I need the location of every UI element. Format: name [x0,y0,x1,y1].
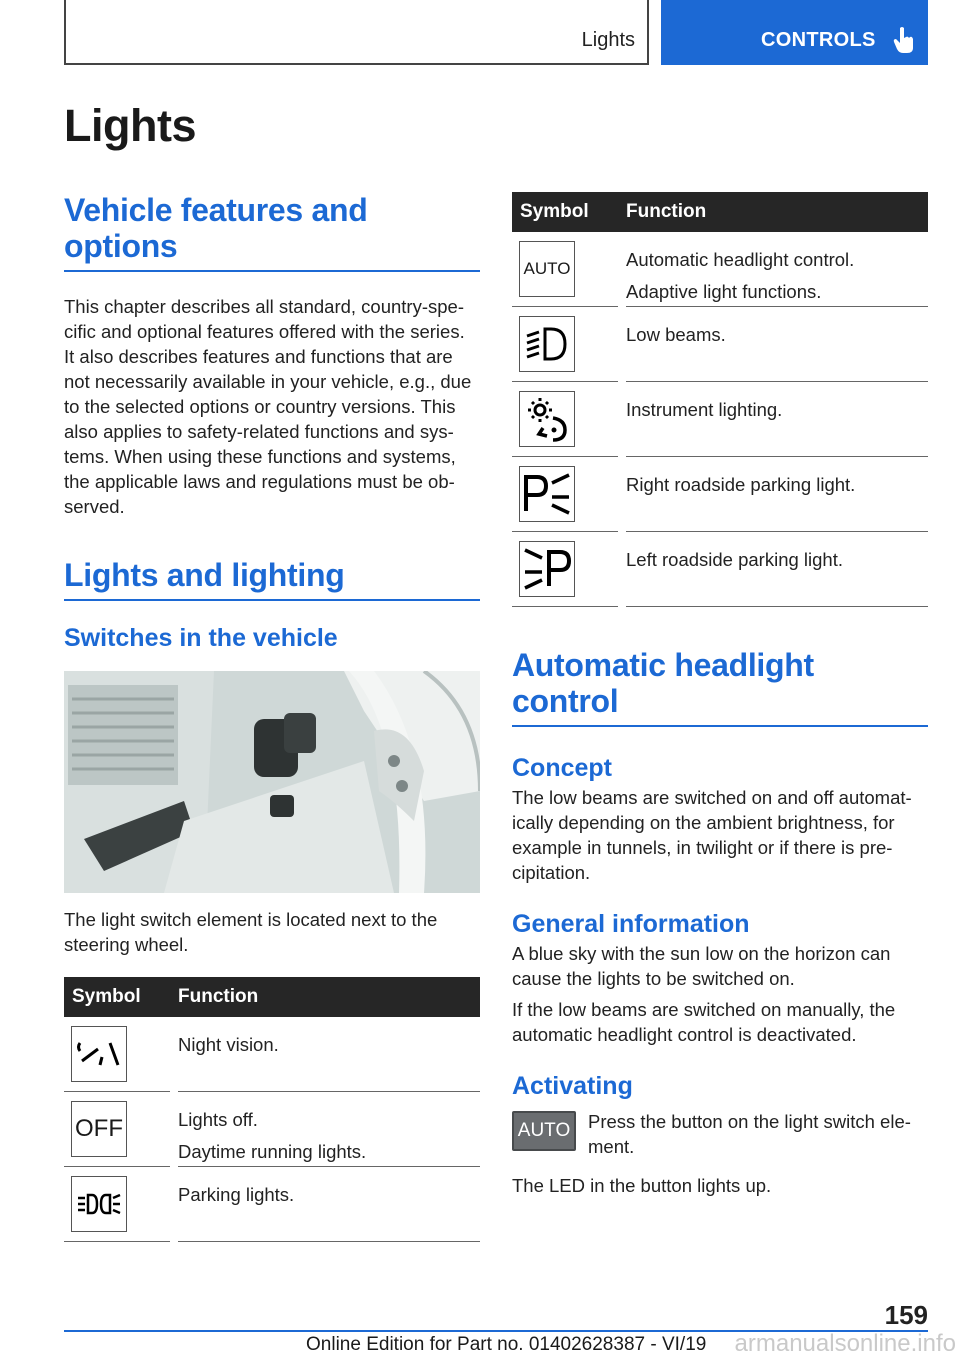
function-column-header: Function [626,201,707,222]
left-column [64,192,480,1242]
right-parking-light-icon [519,466,575,522]
table-row [512,232,928,307]
concept-heading: Concept [512,754,612,783]
lights-lighting-heading: Lights and lighting [64,557,480,601]
vehicle-features-heading: Vehicle features and options [64,192,480,272]
page-number: 159 [884,1300,928,1330]
vehicle-features-body: This chapter describes all standard, country-spe- cific and optional features offered with the series. It also describes features and functions that are not necessarily available in your vehicle, e.g., due to the selected options or country versions. This also applies to safety-related functions and sys- tems. When using these functions and systems, the applicable laws and regulations must be ob- served. [64,296,472,518]
activating-heading: Activating [512,1072,633,1101]
function-text: Lights off. [178,1109,258,1131]
chapter-label: CONTROLS [761,29,876,51]
function-text: Daytime running lights. [178,1141,367,1163]
general-info-body-2: If the low beams are switched on manually, the automatic headlight control is deactivated. [512,999,896,1046]
left-symbol-table [64,977,480,1242]
table-row [64,1167,480,1242]
function-text: Night vision. [178,1034,279,1056]
activating-block [512,1109,928,1159]
instrument-lighting-icon [519,391,575,447]
edition-label: Online Edition for Part no. 01402628387 - VI/19 [306,1334,707,1355]
table-row [64,1017,480,1092]
table-header [64,977,480,1017]
function-text: Left roadside parking light. [626,549,843,570]
function-text: Automatic headlight control. [626,249,855,270]
right-column [512,192,928,1198]
table-row [512,457,928,532]
switches-heading: Switches in the vehicle [64,624,338,653]
auto-headlight-heading: Automatic headlight control [512,647,928,727]
symbol-text: AUTO [523,259,571,278]
watermark: armanualsonline.info [734,1330,956,1357]
table-row [512,307,928,382]
led-body: The LED in the button lights up. [512,1175,772,1197]
function-text: Right roadside parking light. [626,474,856,495]
symbol-column-header: Symbol [520,201,589,222]
symbol-column-header: Symbol [72,986,141,1008]
table-row [512,532,928,607]
right-symbol-table [512,192,928,607]
general-info-body-1: A blue sky with the sun low on the horizon can cause the lights to be switched on. [512,943,891,990]
function-text: Instrument lighting. [626,399,783,420]
section-label: Lights [581,29,635,51]
function-column-header: Function [178,986,259,1008]
table-header [512,192,928,232]
concept-body: The low beams are switched on and off automat- ically depending on the ambient brightness, for example in tunnels, in twilight or if there is pre- cipitation. [512,787,912,884]
activating-body: Press the button on the light switch ele- ment. [588,1111,911,1158]
page-title: Lights [64,100,196,151]
switch-caption: The light switch element is located next to the steering wheel. [64,909,438,956]
page-header [64,0,928,65]
parking-lights-icon [71,1176,127,1232]
section-tab [64,0,649,65]
auto-button-icon [512,1111,576,1151]
off-icon [71,1101,127,1157]
function-text: Adaptive light functions. [626,281,822,302]
low-beams-icon [519,316,575,372]
table-row [64,1092,480,1167]
chapter-tab[interactable] [661,0,928,65]
general-info-heading: General information [512,910,750,939]
function-text: Parking lights. [178,1184,295,1206]
table-row [512,382,928,457]
function-text: Low beams. [626,324,726,345]
pointing-hand-icon [893,26,915,54]
night-vision-icon [71,1026,127,1082]
left-parking-light-icon [519,541,575,597]
symbol-text: OFF [75,1115,123,1143]
auto-button-label: AUTO [517,1120,571,1142]
light-switch-photo [64,671,480,893]
auto-icon [519,241,575,297]
